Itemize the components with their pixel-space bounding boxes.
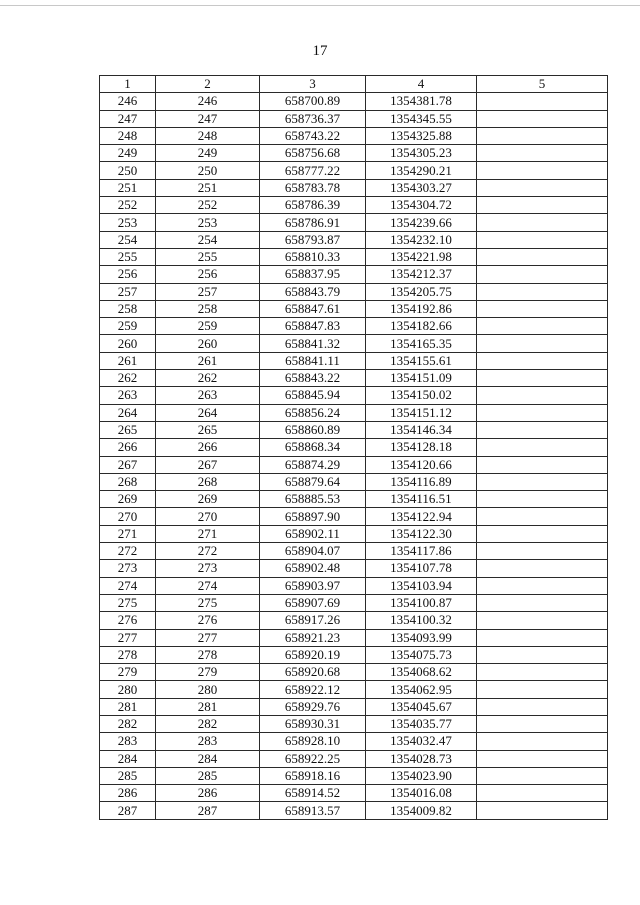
table-row — [100, 767, 608, 784]
table-header — [100, 76, 608, 93]
table-cell-col-5 — [477, 231, 608, 248]
table-cell-col-2: 278 — [156, 646, 260, 663]
table-cell-col-5 — [477, 162, 608, 179]
page-number: 17 — [312, 43, 328, 59]
table-cell-col-5 — [477, 214, 608, 231]
table-cell-col-1: 251 — [100, 179, 156, 196]
table-cell-col-1: 261 — [100, 352, 156, 369]
table-cell-col-2: 277 — [156, 629, 260, 646]
table-cell-col-4: 1354075.73 — [366, 646, 477, 663]
table-cell-col-4: 1354068.62 — [366, 664, 477, 681]
table-cell-col-5 — [477, 93, 608, 110]
table-cell-col-5 — [477, 646, 608, 663]
table-cell-col-3: 658841.32 — [260, 335, 366, 352]
table-cell-col-3: 658736.37 — [260, 110, 366, 127]
table-row — [100, 370, 608, 387]
table-cell-col-3: 658837.95 — [260, 266, 366, 283]
table-row — [100, 387, 608, 404]
table-cell-col-2: 248 — [156, 127, 260, 144]
table-cell-col-3: 658929.76 — [260, 698, 366, 715]
table-cell-col-4: 1354192.86 — [366, 300, 477, 317]
table-cell-col-3: 658907.69 — [260, 594, 366, 611]
table-cell-col-5 — [477, 179, 608, 196]
table-cell-col-2: 252 — [156, 197, 260, 214]
table-row — [100, 785, 608, 802]
table-cell-col-5 — [477, 733, 608, 750]
table-cell-col-4: 1354062.95 — [366, 681, 477, 698]
table-row — [100, 664, 608, 681]
table-cell-col-5 — [477, 387, 608, 404]
table-row — [100, 733, 608, 750]
table-cell-col-1: 264 — [100, 404, 156, 421]
table-cell-col-2: 263 — [156, 387, 260, 404]
table-row — [100, 750, 608, 767]
table-cell-col-5 — [477, 715, 608, 732]
table-row — [100, 110, 608, 127]
table-row — [100, 508, 608, 525]
table-cell-col-5 — [477, 335, 608, 352]
table-cell-col-1: 250 — [100, 162, 156, 179]
table-cell-col-3: 658921.23 — [260, 629, 366, 646]
table-cell-col-5 — [477, 525, 608, 542]
table-row — [100, 560, 608, 577]
table-cell-col-5 — [477, 491, 608, 508]
table-cell-col-5 — [477, 543, 608, 560]
table-cell-col-2: 247 — [156, 110, 260, 127]
table-row — [100, 646, 608, 663]
table-cell-col-5 — [477, 248, 608, 265]
table-cell-col-4: 1354035.77 — [366, 715, 477, 732]
table-cell-col-2: 255 — [156, 248, 260, 265]
table-cell-col-2: 283 — [156, 733, 260, 750]
table-cell-col-5 — [477, 318, 608, 335]
table-cell-col-2: 275 — [156, 594, 260, 611]
table-cell-col-3: 658743.22 — [260, 127, 366, 144]
table-cell-col-5 — [477, 508, 608, 525]
table-cell-col-3: 658922.25 — [260, 750, 366, 767]
table-cell-col-1: 258 — [100, 300, 156, 317]
table-row — [100, 283, 608, 300]
table-cell-col-5 — [477, 750, 608, 767]
table-cell-col-4: 1354103.94 — [366, 577, 477, 594]
table-cell-col-3: 658847.61 — [260, 300, 366, 317]
table-row — [100, 456, 608, 473]
table-row — [100, 93, 608, 110]
table-cell-col-2: 280 — [156, 681, 260, 698]
table-cell-col-1: 265 — [100, 421, 156, 438]
table-cell-col-2: 286 — [156, 785, 260, 802]
table-cell-col-5 — [477, 767, 608, 784]
table-row — [100, 525, 608, 542]
table-cell-col-1: 260 — [100, 335, 156, 352]
table-row — [100, 162, 608, 179]
table-cell-col-5 — [477, 577, 608, 594]
table-cell-col-5 — [477, 352, 608, 369]
table-cell-col-1: 281 — [100, 698, 156, 715]
table-cell-col-5 — [477, 629, 608, 646]
table-cell-col-4: 1354122.94 — [366, 508, 477, 525]
table-cell-col-2: 264 — [156, 404, 260, 421]
table-cell-col-1: 252 — [100, 197, 156, 214]
table-cell-col-4: 1354093.99 — [366, 629, 477, 646]
page-top-rule — [0, 5, 640, 6]
table-cell-col-1: 282 — [100, 715, 156, 732]
table-row — [100, 715, 608, 732]
table-cell-col-2: 251 — [156, 179, 260, 196]
table-cell-col-5 — [477, 404, 608, 421]
table-row — [100, 543, 608, 560]
table-row — [100, 248, 608, 265]
table-cell-col-2: 285 — [156, 767, 260, 784]
table-cell-col-3: 658841.11 — [260, 352, 366, 369]
table-cell-col-5 — [477, 473, 608, 490]
table-cell-col-1: 257 — [100, 283, 156, 300]
table-row — [100, 421, 608, 438]
table-row — [100, 300, 608, 317]
table-cell-col-4: 1354117.86 — [366, 543, 477, 560]
table-cell-col-3: 658756.68 — [260, 145, 366, 162]
table-cell-col-4: 1354381.78 — [366, 93, 477, 110]
table-row — [100, 594, 608, 611]
table-cell-col-1: 254 — [100, 231, 156, 248]
table-row — [100, 698, 608, 715]
table-cell-col-1: 268 — [100, 473, 156, 490]
table-cell-col-3: 658843.79 — [260, 283, 366, 300]
table-cell-col-4: 1354205.75 — [366, 283, 477, 300]
table-row — [100, 802, 608, 819]
table-cell-col-5 — [477, 594, 608, 611]
table-row — [100, 318, 608, 335]
table-cell-col-4: 1354045.67 — [366, 698, 477, 715]
table-cell-col-1: 262 — [100, 370, 156, 387]
table-row — [100, 352, 608, 369]
table-cell-col-3: 658918.16 — [260, 767, 366, 784]
table-cell-col-3: 658922.12 — [260, 681, 366, 698]
table-cell-col-4: 1354303.27 — [366, 179, 477, 196]
table-cell-col-2: 276 — [156, 612, 260, 629]
column-header-5: 5 — [477, 76, 608, 93]
table-cell-col-3: 658885.53 — [260, 491, 366, 508]
table-cell-col-2: 253 — [156, 214, 260, 231]
table-cell-col-5 — [477, 664, 608, 681]
table-cell-col-3: 658874.29 — [260, 456, 366, 473]
table-cell-col-4: 1354120.66 — [366, 456, 477, 473]
table-cell-col-2: 266 — [156, 439, 260, 456]
table-cell-col-2: 287 — [156, 802, 260, 819]
table-cell-col-2: 273 — [156, 560, 260, 577]
table-cell-col-1: 274 — [100, 577, 156, 594]
table-cell-col-3: 658920.68 — [260, 664, 366, 681]
column-header-4: 4 — [366, 76, 477, 93]
table-cell-col-2: 249 — [156, 145, 260, 162]
table-cell-col-1: 255 — [100, 248, 156, 265]
table-cell-col-4: 1354151.12 — [366, 404, 477, 421]
table-cell-col-3: 658860.89 — [260, 421, 366, 438]
table-cell-col-4: 1354122.30 — [366, 525, 477, 542]
table-cell-col-3: 658930.31 — [260, 715, 366, 732]
table-cell-col-3: 658868.34 — [260, 439, 366, 456]
table-cell-col-1: 267 — [100, 456, 156, 473]
table-cell-col-5 — [477, 110, 608, 127]
table-cell-col-3: 658786.39 — [260, 197, 366, 214]
table-cell-col-4: 1354016.08 — [366, 785, 477, 802]
table-cell-col-1: 277 — [100, 629, 156, 646]
table-cell-col-2: 269 — [156, 491, 260, 508]
table-cell-col-5 — [477, 127, 608, 144]
table-cell-col-1: 273 — [100, 560, 156, 577]
table-cell-col-2: 274 — [156, 577, 260, 594]
table-cell-col-2: 270 — [156, 508, 260, 525]
table-cell-col-5 — [477, 785, 608, 802]
table-cell-col-2: 284 — [156, 750, 260, 767]
table-cell-col-1: 253 — [100, 214, 156, 231]
table-cell-col-2: 272 — [156, 543, 260, 560]
table-cell-col-4: 1354182.66 — [366, 318, 477, 335]
table-cell-col-1: 278 — [100, 646, 156, 663]
table-cell-col-4: 1354116.51 — [366, 491, 477, 508]
table-cell-col-1: 286 — [100, 785, 156, 802]
table-cell-col-4: 1354151.09 — [366, 370, 477, 387]
table-row — [100, 214, 608, 231]
table-cell-col-4: 1354165.35 — [366, 335, 477, 352]
table-cell-col-2: 279 — [156, 664, 260, 681]
column-header-2: 2 — [156, 76, 260, 93]
table-cell-col-3: 658783.78 — [260, 179, 366, 196]
table-cell-col-1: 249 — [100, 145, 156, 162]
table-cell-col-5 — [477, 421, 608, 438]
table-cell-col-2: 256 — [156, 266, 260, 283]
table-cell-col-1: 285 — [100, 767, 156, 784]
table-cell-col-4: 1354116.89 — [366, 473, 477, 490]
table-cell-col-4: 1354128.18 — [366, 439, 477, 456]
table-header-row — [100, 76, 608, 93]
table-row — [100, 231, 608, 248]
table-cell-col-2: 262 — [156, 370, 260, 387]
column-header-3: 3 — [260, 76, 366, 93]
table-cell-col-1: 266 — [100, 439, 156, 456]
table-cell-col-3: 658879.64 — [260, 473, 366, 490]
table-cell-col-4: 1354232.10 — [366, 231, 477, 248]
table-cell-col-4: 1354032.47 — [366, 733, 477, 750]
table-cell-col-4: 1354325.88 — [366, 127, 477, 144]
table-cell-col-5 — [477, 560, 608, 577]
table-cell-col-3: 658856.24 — [260, 404, 366, 421]
table-row — [100, 439, 608, 456]
table-row — [100, 491, 608, 508]
table-cell-col-1: 283 — [100, 733, 156, 750]
coordinates-table — [99, 75, 608, 820]
table-cell-col-1: 276 — [100, 612, 156, 629]
table-cell-col-2: 271 — [156, 525, 260, 542]
table-cell-col-2: 246 — [156, 93, 260, 110]
table-cell-col-5 — [477, 439, 608, 456]
table-cell-col-2: 265 — [156, 421, 260, 438]
table-cell-col-2: 258 — [156, 300, 260, 317]
table-row — [100, 629, 608, 646]
table-cell-col-2: 259 — [156, 318, 260, 335]
table-cell-col-3: 658917.26 — [260, 612, 366, 629]
table-cell-col-4: 1354290.21 — [366, 162, 477, 179]
table-cell-col-5 — [477, 456, 608, 473]
table-cell-col-4: 1354239.66 — [366, 214, 477, 231]
table-body — [100, 93, 608, 819]
table-cell-col-5 — [477, 698, 608, 715]
table-cell-col-5 — [477, 802, 608, 819]
table-row — [100, 145, 608, 162]
table-cell-col-2: 282 — [156, 715, 260, 732]
table-cell-col-2: 260 — [156, 335, 260, 352]
table-cell-col-1: 248 — [100, 127, 156, 144]
table-row — [100, 266, 608, 283]
table-cell-col-3: 658793.87 — [260, 231, 366, 248]
table-cell-col-4: 1354221.98 — [366, 248, 477, 265]
table-row — [100, 197, 608, 214]
table-cell-col-3: 658914.52 — [260, 785, 366, 802]
table-cell-col-1: 272 — [100, 543, 156, 560]
table-cell-col-3: 658786.91 — [260, 214, 366, 231]
table-row — [100, 577, 608, 594]
table-cell-col-5 — [477, 145, 608, 162]
table-cell-col-1: 280 — [100, 681, 156, 698]
table-cell-col-4: 1354100.87 — [366, 594, 477, 611]
table-cell-col-4: 1354023.90 — [366, 767, 477, 784]
table-cell-col-2: 267 — [156, 456, 260, 473]
table-cell-col-3: 658847.83 — [260, 318, 366, 335]
table-cell-col-4: 1354107.78 — [366, 560, 477, 577]
table-cell-col-1: 275 — [100, 594, 156, 611]
table-cell-col-2: 257 — [156, 283, 260, 300]
table-cell-col-4: 1354305.23 — [366, 145, 477, 162]
table-cell-col-3: 658902.48 — [260, 560, 366, 577]
table-cell-col-3: 658700.89 — [260, 93, 366, 110]
table-cell-col-5 — [477, 197, 608, 214]
table-cell-col-1: 284 — [100, 750, 156, 767]
table-cell-col-3: 658903.97 — [260, 577, 366, 594]
table-cell-col-1: 270 — [100, 508, 156, 525]
table-row — [100, 681, 608, 698]
table-cell-col-3: 658897.90 — [260, 508, 366, 525]
table-cell-col-3: 658777.22 — [260, 162, 366, 179]
table-cell-col-5 — [477, 283, 608, 300]
table-cell-col-1: 246 — [100, 93, 156, 110]
table-cell-col-3: 658904.07 — [260, 543, 366, 560]
table-cell-col-1: 263 — [100, 387, 156, 404]
table-cell-col-4: 1354150.02 — [366, 387, 477, 404]
table-cell-col-1: 247 — [100, 110, 156, 127]
table-row — [100, 473, 608, 490]
table-cell-col-4: 1354146.34 — [366, 421, 477, 438]
table-cell-col-4: 1354155.61 — [366, 352, 477, 369]
table-cell-col-5 — [477, 681, 608, 698]
table-cell-col-4: 1354304.72 — [366, 197, 477, 214]
table-cell-col-1: 259 — [100, 318, 156, 335]
table-row — [100, 612, 608, 629]
table-cell-col-1: 269 — [100, 491, 156, 508]
table-cell-col-1: 279 — [100, 664, 156, 681]
table-cell-col-2: 250 — [156, 162, 260, 179]
table-cell-col-2: 268 — [156, 473, 260, 490]
table-cell-col-2: 254 — [156, 231, 260, 248]
table-cell-col-3: 658845.94 — [260, 387, 366, 404]
table-cell-col-1: 287 — [100, 802, 156, 819]
table-cell-col-3: 658843.22 — [260, 370, 366, 387]
table-row — [100, 179, 608, 196]
table-cell-col-4: 1354100.32 — [366, 612, 477, 629]
table-cell-col-4: 1354028.73 — [366, 750, 477, 767]
table-cell-col-2: 261 — [156, 352, 260, 369]
table-row — [100, 404, 608, 421]
table-cell-col-3: 658913.57 — [260, 802, 366, 819]
table-cell-col-4: 1354212.37 — [366, 266, 477, 283]
table-cell-col-1: 256 — [100, 266, 156, 283]
table-row — [100, 127, 608, 144]
table-cell-col-3: 658928.10 — [260, 733, 366, 750]
table-cell-col-4: 1354345.55 — [366, 110, 477, 127]
table-cell-col-5 — [477, 300, 608, 317]
table-cell-col-5 — [477, 370, 608, 387]
table-cell-col-3: 658902.11 — [260, 525, 366, 542]
table-row — [100, 335, 608, 352]
table-cell-col-1: 271 — [100, 525, 156, 542]
table-cell-col-5 — [477, 612, 608, 629]
table-cell-col-4: 1354009.82 — [366, 802, 477, 819]
table-cell-col-5 — [477, 266, 608, 283]
table-cell-col-2: 281 — [156, 698, 260, 715]
table-cell-col-3: 658810.33 — [260, 248, 366, 265]
table-cell-col-3: 658920.19 — [260, 646, 366, 663]
column-header-1: 1 — [100, 76, 156, 93]
